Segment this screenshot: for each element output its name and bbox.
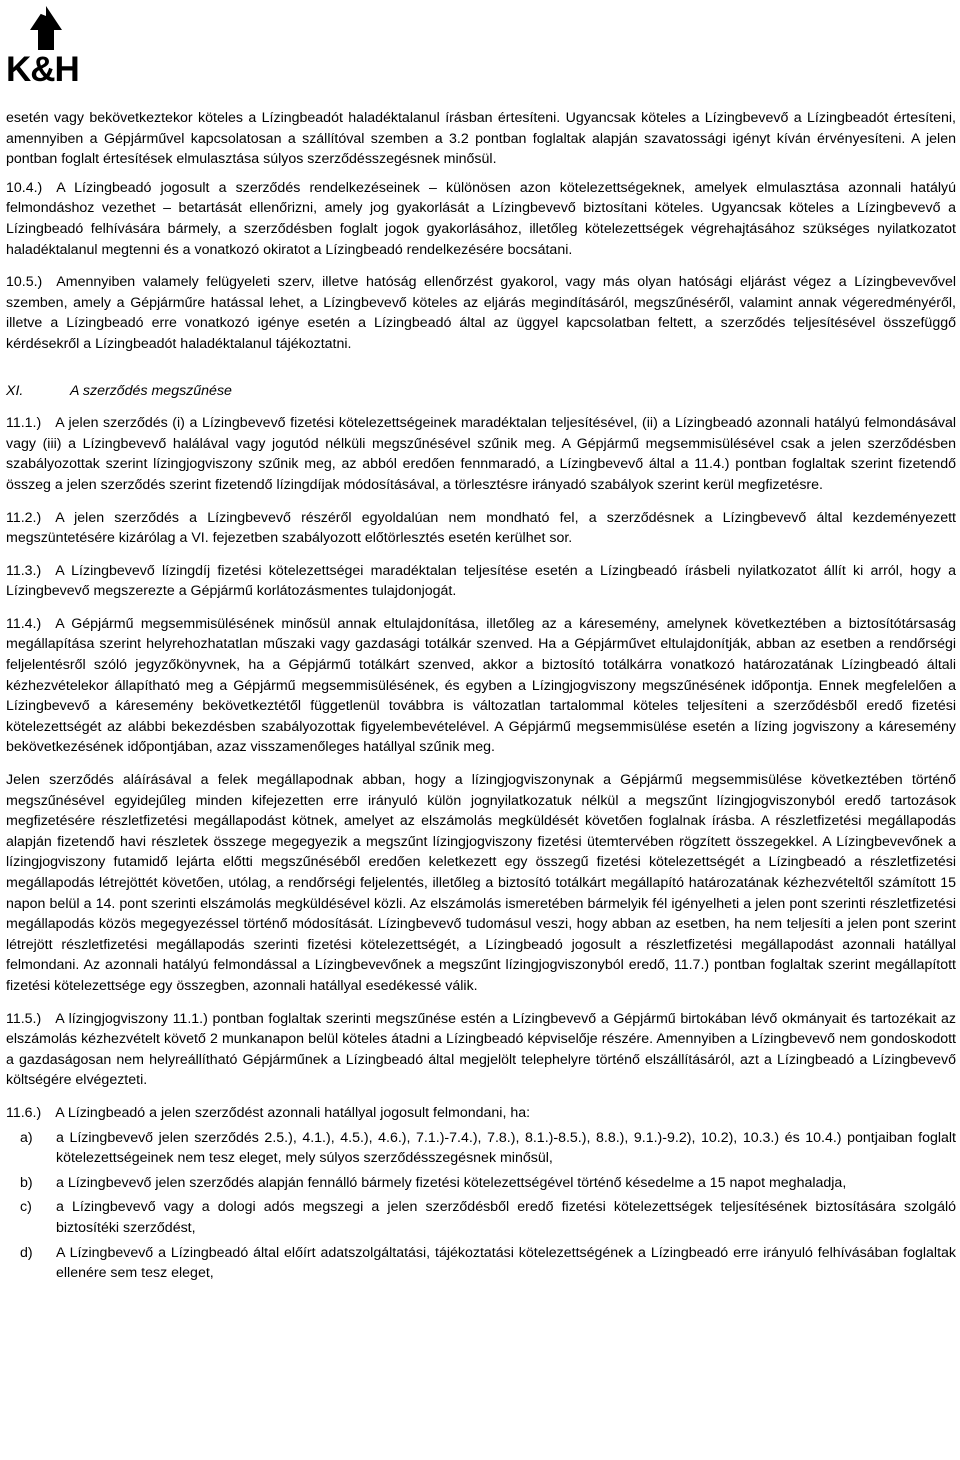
list-item [6,1197,956,1238]
document-body [6,108,956,1284]
kh-logo [6,4,110,89]
list-item-letter: a) [20,1129,33,1146]
list-item-text: a Lízingbevevő vagy a dologi adós megszegi a jelen szerződésből eredő fizetési kötelezettségek teljesítésének biztosítására szolgáló biztosítéki szerződést, [56,1199,956,1236]
paragraph-number: 11.2.) [6,509,42,526]
paragraph-10-4: 10.4.) A Lízingbeadó jogosult a szerződés rendelkezéseinek – különösen azon kötelezettségeknek, amelyek elmulasztása azonnali hatályú felmondáshoz vezethet – betartását ellenőrizni, amely jog gyakorlását a Lízingbevevő biztosítani köteles. Ugyancsak köteles a Lízingbevevő a Lízingbeadó felhívására bármely, a szerződésben foglalt jogok gyakorlásához, illetőleg kötelezettségek végrehajtásához szükséges nyilatkozatot haladéktalanul megtenni és a vonatkozó okiratot a Lízingbeadó rendelkezésére bocsátani. [6,179,956,258]
paragraph-number: 11.1.) [6,415,42,432]
section-number: XI. [6,382,24,399]
paragraph-11-3: 11.3.) A Lízingbevevő lízingdíj fizetési kötelezettségei maradéktalan teljesítése esetén a Lízingbeadó írásbeli nyilatkozatot állít ki arról, hogy a Lízingbevevő megszerezte a Gépjármű korlátozásmentes tulajdonjogát. [6,562,956,600]
list-item-letter: b) [20,1174,33,1191]
list-item [6,1173,956,1194]
section-title: A szerződés megszűnése [70,382,232,399]
list-item-text: A Lízingbevevő a Lízingbeadó által előírt adatszolgáltatási, tájékoztatási kötelezettségének a Lízingbeadó erre irányuló felhívásában foglaltak ellenére sem tesz eleget, [56,1244,956,1282]
paragraph-number: 11.5.) [6,1010,42,1027]
paragraph-number: 11.3.) [6,562,42,579]
paragraph-number: 11.4.) [6,615,42,632]
paragraph-11-4: 11.4.) A Gépjármű megsemmisülésének minősül annak eltulajdonítása, illetőleg az a káresemény, amelynek következtében a biztosítótársaság megállapítása szerint helyrehozhatatlan műszaki vagy gazdasági totálkár szenved. Ha a Gépjárművet eltulajdonítják, abban az esetben a rendőrségi feljelentésről szóló jegyzőkönyvnek, ha a Gépjármű totálkárt szenved, akkor a biztosító totálkárra vonatkozó határozatának Lízingbeadó általi kézhezvételekor állapítható meg a Gépjármű megsemmisülésének, és egyben a Lízingjogviszony megszűnésének időpontja. Ennek megfelelően a Lízingbevevő a káresemény bekövetkeztétől függetlenül továbbra is változatlan tartalommal köteles teljesíteni a szerződésből eredő fizetési kötelezettségét az alábbi bekezdésben szabályozottak figyelembevételével. A Gépjármű megsemmisülése esetén a lízing jogviszony a káresemény bekövetkezésének időpontjában, azaz visszamenőleges hatállyal szűnik meg. [6,615,956,756]
paragraph-number: 10.4.) [6,179,43,196]
list-item-letter: c) [20,1199,32,1216]
paragraph-11-1: 11.1.) A jelen szerződés (i) a Lízingbevevő fizetési kötelezettségeinek maradéktalan teljesítésével, (ii) a Lízingbeadó azonnali hatályú felmondásával vagy (iii) a Lízingbevevő halálával vagy jogutód nélküli megszűnésével szűnik meg. A Gépjármű megsemmisülésével csak a jelen szerződésben szabályozottak szerint lízingjogviszony szűnik meg, az abból eredően fennmaradó, a Lízingbevevő által a 11.4.) pontban foglaltak szerint fizetendő összeg a jelen szerződés szerint fizetendő lízingdíjak módosításával, a törlesztésre irányadó szabályok szerint kerül megfizetésre. [6,415,956,493]
kh-bank-logo-icon [6,4,110,54]
paragraph-11-2: 11.2.) A jelen szerződés a Lízingbevevő részéről egyoldalúan nem mondható fel, a szerződésnek a Lízingbevevő által kezdeményezett megszüntetésére kizárólag a VI. fejezetben szabályozott előtörlesztés esetén kerülhet sor. [6,509,956,547]
list-item-text: a Lízingbevevő jelen szerződés 2.5.), 4.1.), 4.5.), 4.6.), 7.1.)-7.4.), 7.8.), 8.1.)-8.5.), 8.8.), 9.1.)-9.2), 10.2), 10.3.) és 10.4.) pontjaiban foglalt kötelezettségeinek nem tesz eleget, mely súlyos szerződésszegésnek minősül, [56,1129,956,1167]
paragraph-number: 10.5.) [6,274,43,291]
paragraph-11-5: 11.5.) A lízingjogviszony 11.1.) pontban foglaltak szerinti megszűnése estén a Lízingbevevő a Gépjármű birtokában lévő okmányait és tartozékait az elszámolás kézhezvételt követő 2 munkanapon belül köteles átadni a Lízingbeadó képviselője részére. Amennyiben a Lízingbevevő nem gondoskodott a gazdaságosan nem helyreállítható Gépjárműnek a Lízingbeadó által megjelölt telephelyre történő elszállításáról, azt a Lízingbeadó a Lízingbevevő költségére elvégezteti. [6,1010,956,1089]
list-item [6,1243,956,1284]
paragraph-11-4-continued: Jelen szerződés aláírásával a felek megállapodnak abban, hogy a lízingjogviszonynak a Gépjármű megsemmisülése következtében történő megszűnésével egyidejűleg minden kifejezetten erre irányuló külön jognyilatkozatuk nélkül a megszűnt lízingjogviszonyból eredő tartozások megfizetésére részletfizetési megállapodást kötnek, amelyet az elszámolás megküldését követően foglalnak írásba. A részletfizetési megállapodás alapján fizetendő havi részletek összege megegyezik a megszűnt lízingjogviszony fizetési ütemtervében rögzített összegekkel. A Lízingbevevőnek a lízingjogviszony futamidő lejárta előtti megszűnéséből eredően keletkezett egy összegű fizetési kötelezettségét a Lízingbeadó a részletfizetési megállapodás létrejöttét követően, utólag, a rendőrségi feljelentés, illetőleg a biztosító totálkárt megállapító határozatának kézhezvételtől számított 15 napon belül a 14. pont szerinti elszámolás megküldésével közli. Az elszámolás ismeretében bármelyik fél igényelheti a jelen pont szerinti részletfizetési megállapodás közös megegyezéssel történő módosítását. Lízingbevevő tudomásul veszi, hogy abban az esetben, ha nem teljesíti a jelen pont szerint létrejött részletfizetési megállapodás szerinti fizetési kötelezettségét, a Lízingbeadó jogosult a részletfizetési megállapodást azonnali hatállyal felmondani. Az azonnali hatályú felmondással a Lízingbevevőnek a megszűnt lízingjogviszonyból eredő, 11.7.) pontban foglaltak szerint megállapított fizetési kötelezettsége egy összegben, azonnali hatállyal esedékessé válik. [6,772,956,994]
paragraph-number: 11.6.) [6,1104,42,1121]
paragraph-10-5: 10.5.) Amennyiben valamely felügyeleti szerv, illetve hatóság ellenőrzést gyakorol, vagy más olyan hatósági eljárást végez a Lízingbevevővel szemben, amely a Gépjárműre hatással lehet, a Lízingbevevő köteles az eljárás megindításáról, megszűnéséről, valamint annak végeredményéről, illetve a Lízingbeadó erre vonatkozó igénye esetén a Lízingbeadó által az üggyel kapcsolatban feltett, a szerződés teljesítésével összefüggő kérdésekről a Lízingbeadót haladéktalanul tájékoztatni. [6,274,956,352]
paragraph: esetén vagy bekövetkeztekor köteles a Lízingbeadót haladéktalanul írásban értesíteni. Ugyancsak köteles a Lízingbevevő a Lízingbeadót értesíteni, amennyiben a Gépjárművel kapcsolatosan a szállítóval szemben a 3.2 pontban foglaltak alapján szavatossági igényt kíván érvényesíteni. A jelen pontban foglalt értesítések elmulasztása súlyos szerződésszegésnek minősül. [6,110,956,168]
termination-conditions-list [6,1128,956,1284]
list-item-letter: d) [20,1244,33,1261]
paragraph-11-6: 11.6.) A Lízingbeadó a jelen szerződést azonnali hatállyal jogosult felmondani, ha: [6,1104,531,1121]
logo-text: K&H [6,50,79,89]
list-item-text: a Lízingbevevő jelen szerződés alapján fennálló bármely fizetési kötelezettségével történő késedelme a 15 napot meghaladja, [56,1174,847,1191]
section-heading [6,381,956,402]
list-item [6,1128,956,1169]
